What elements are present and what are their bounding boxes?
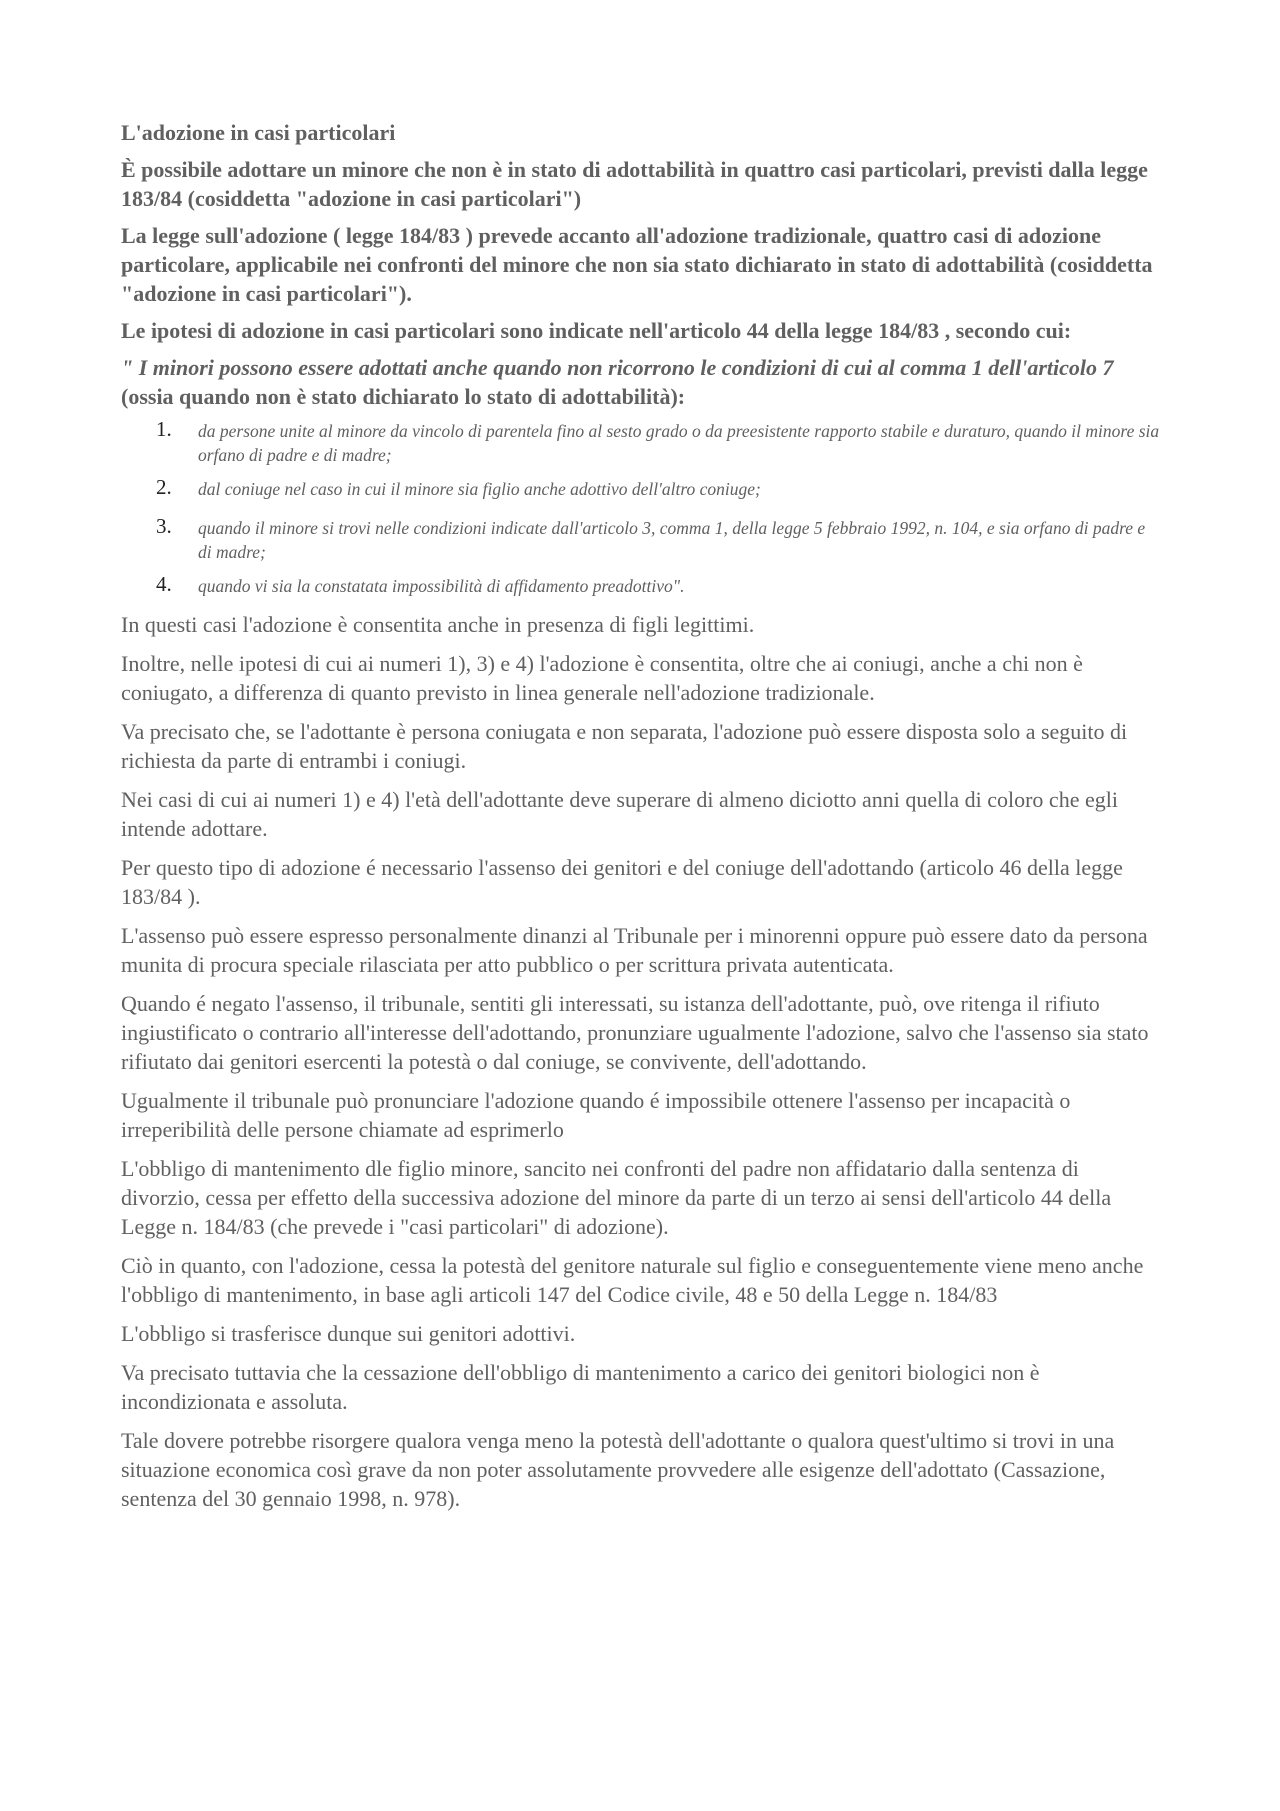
body-paragraph: L'obbligo di mantenimento dle figlio minore, sancito nei confronti del padre non affidatario dalla sentenza di divorzio, cessa per effetto della successiva adozione del minore da parte di un terzo ai sensi dell'articolo 44 della Legge n. 184/83 (che prevede i "casi particolari" di adozione). xyxy=(121,1156,1112,1239)
list-item xyxy=(121,574,1161,598)
document-page xyxy=(121,118,1161,1523)
list-item xyxy=(121,516,1161,564)
law-paragraph: La legge sull'adozione ( legge 184/83 ) prevede accanto all'adozione tradizionale, quattro casi di adozione particolare, applicabile nei confronti del minore che non sia stato dichiarato in stato di adottabilità (cosiddetta "adozione in casi particolari"). xyxy=(121,223,1153,306)
list-item-text: da persone unite al minore da vincolo di parentela fino al sesto grado o da preesistente rapporto stabile e duraturo, quando il minore sia orfano di padre e di madre; xyxy=(198,421,1160,465)
quote-italic-text: " I minori possono essere adottati anche quando non ricorrono le condizioni di cui al comma 1 dell'articolo 7 xyxy=(121,355,1114,380)
body-paragraph: L'assenso può essere espresso personalmente dinanzi al Tribunale per i minorenni oppure può essere dato da persona munita di procura speciale rilasciata per atto pubblico o per scrittura privata autenticata. xyxy=(121,923,1148,977)
body-paragraph: Va precisato che, se l'adottante è persona coniugata e non separata, l'adozione può essere disposta solo a seguito di richiesta da parte di entrambi i coniugi. xyxy=(121,719,1128,773)
list-item-text: quando il minore si trovi nelle condizioni indicate dall'articolo 3, comma 1, della legge 5 febbraio 1992, n. 104, e sia orfano di padre e di madre; xyxy=(198,518,1146,562)
quote-paragraph xyxy=(121,353,1161,411)
list-item-number: 3. xyxy=(156,514,172,538)
body-paragraph: L'obbligo si trasferisce dunque sui genitori adottivi. xyxy=(121,1321,576,1346)
body-paragraph: Ciò in quanto, con l'adozione, cessa la potestà del genitore naturale sul figlio e conseguentemente viene meno anche l'obbligo di mantenimento, in base agli articoli 147 del Codice civile, 48 e 50 della Legge n. 184/83 xyxy=(121,1253,1144,1307)
body-paragraph: Quando é negato l'assenso, il tribunale, sentiti gli interessati, su istanza dell'adottante, può, ove ritenga il rifiuto ingiustificato o contrario all'interesse dell'adottando, pronunziare ugualmente l'adozione, salvo che l'assenso sia stato rifiutato dai genitori esercenti la potestà o dal coniuge, se convivente, dell'adottando. xyxy=(121,991,1149,1074)
body-paragraph: In questi casi l'adozione è consentita anche in presenza di figli legittimi. xyxy=(121,612,755,637)
list-item xyxy=(121,419,1161,467)
body-paragraph: Tale dovere potrebbe risorgere qualora venga meno la potestà dell'adottante o qualora quest'ultimo si trovi in una situazione economica così grave da non poter assolutamente provvedere alle esigenze dell'adottato (Cassazione, sentenza del 30 gennaio 1998, n. 978). xyxy=(121,1428,1115,1511)
body-paragraph: Per questo tipo di adozione é necessario l'assenso dei genitori e del coniuge dell'adottando (articolo 46 della legge 183/84 ). xyxy=(121,855,1123,909)
body-paragraph: Va precisato tuttavia che la cessazione dell'obbligo di mantenimento a carico dei genitori biologici non è incondizionata e assoluta. xyxy=(121,1360,1040,1414)
document-title: L'adozione in casi particolari xyxy=(121,120,396,145)
body-paragraph: Inoltre, nelle ipotesi di cui ai numeri 1), 3) e 4) l'adozione è consentita, oltre che ai coniugi, anche a chi non è coniugato, a differenza di quanto previsto in linea generale nell'adozione tradizionale. xyxy=(121,651,1083,705)
list-item-number: 2. xyxy=(156,475,172,499)
list-item-text: dal coniuge nel caso in cui il minore sia figlio anche adottivo dell'altro coniuge; xyxy=(198,479,761,499)
list-item xyxy=(121,477,1161,501)
cases-list xyxy=(121,419,1161,598)
body-paragraph: Ugualmente il tribunale può pronunciare l'adozione quando é impossibile ottenere l'assenso per incapacità o irreperibilità delle persone chiamate ad esprimerlo xyxy=(121,1088,1071,1142)
quote-rest-text: (ossia quando non è stato dichiarato lo stato di adottabilità): xyxy=(121,384,686,409)
body-paragraph: Nei casi di cui ai numeri 1) e 4) l'età dell'adottante deve superare di almeno diciotto anni quella di coloro che egli intende adottare. xyxy=(121,787,1118,841)
hypotheses-paragraph: Le ipotesi di adozione in casi particolari sono indicate nell'articolo 44 della legge 184/83 , secondo cui: xyxy=(121,318,1072,343)
list-item-text: quando vi sia la constatata impossibilità di affidamento preadottivo". xyxy=(198,576,685,596)
list-item-number: 1. xyxy=(156,417,172,441)
intro-paragraph: È possibile adottare un minore che non è in stato di adottabilità in quattro casi particolari, previsti dalla legge 183/84 (cosiddetta "adozione in casi particolari") xyxy=(121,157,1148,211)
list-item-number: 4. xyxy=(156,572,172,596)
